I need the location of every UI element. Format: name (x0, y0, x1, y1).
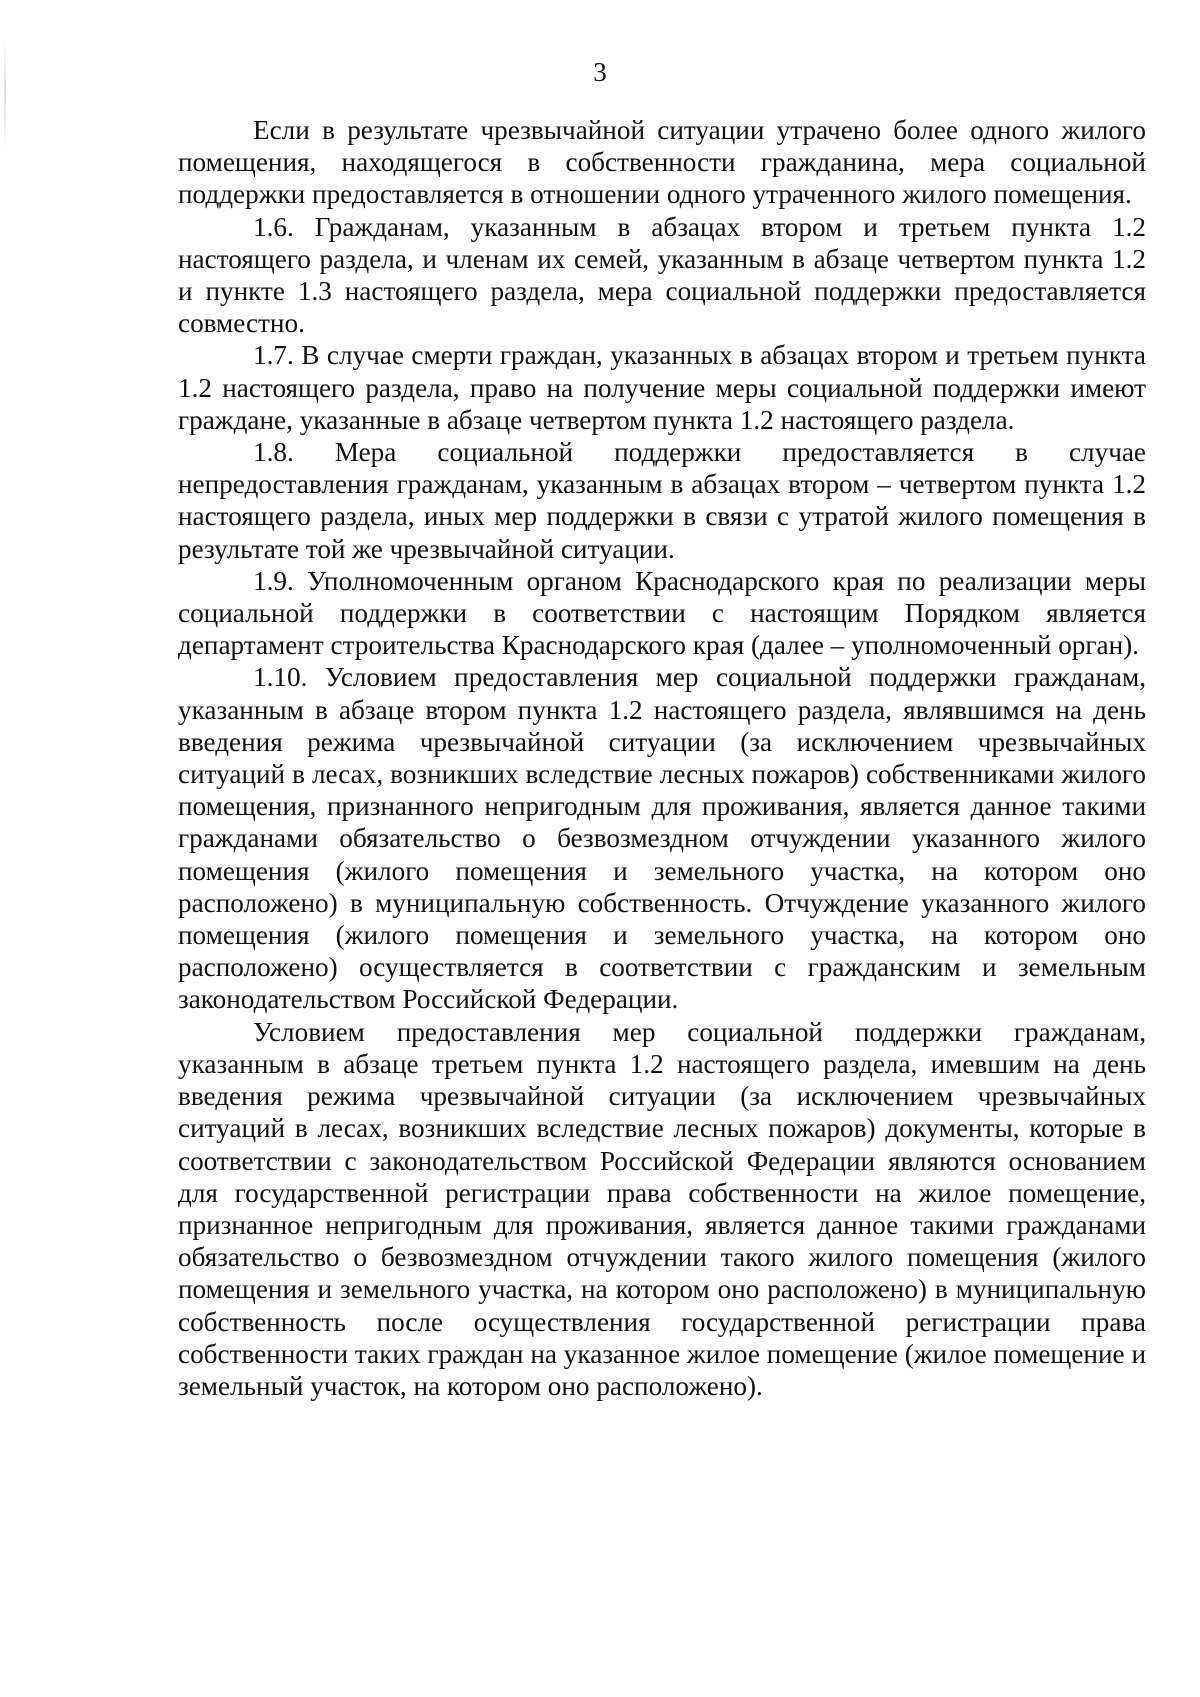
paragraph-1-10: 1.10. Условием предоставления мер социальной поддержки гражданам, указанным в абзаце втором пункта 1.2 настоящего раздела, являвшимся на день введения режима чрезвычайной ситуации (за исключением чрезвычайных ситуаций в лесах, возникших вследствие лесных пожаров) собственниками жилого помещения, признанного непригодным для проживания, является данное такими гражданами обязательство о безвозмездном отчуждении указанного жилого помещения (жилого помещения и земельного участка, на котором оно расположено) в муниципальную собственность. Отчуждение указанного жилого помещения (жилого помещения и земельного участка, на котором оно расположено) осуществляется в соответствии с гражданским и земельным законодательством Российской Федерации. (178, 662, 1146, 1015)
page-number: 3 (593, 57, 607, 87)
paragraph-1-10-condition-owners: Условием предоставления мер социальной поддержки гражданам, указанным в абзаце третьем пункта 1.2 настоящего раздела, имевшим на день введения режима чрезвычайной ситуации (за исключением чрезвычайных ситуаций в лесах, возникших вследствие лесных пожаров) документы, которые в соответствии с законодательством Российской Федерации являются основанием для государственной регистрации права собственности на жилое помещение, признанное непригодным для проживания, является данное такими гражданами обязательство о безвозмездном отчуждении такого жилого помещения (жилого помещения и земельного участка, на котором оно расположено) в муниципальную собственность после осуществления государственной регистрации права собственности таких граждан на указанное жилое помещение (жилое помещение и земельный участок, на котором оно расположено). (178, 1016, 1146, 1401)
paragraph-1-9: 1.9. Уполномоченным органом Краснодарского края по реализации меры социальной поддержки в соответствии с настоящим Порядком является департамент строительства Краснодарского края (далее – уполномоченный орган). (178, 565, 1146, 661)
paragraph-lost-dwellings: Если в результате чрезвычайной ситуации утрачено более одного жилого помещения, находящегося в собственности гражданина, мера социальной поддержки предоставляется в отношении одного утраченного жилого помещения. (178, 115, 1146, 210)
document-body (178, 114, 1146, 1402)
paragraph-1-8: 1.8. Мера социальной поддержки предоставляется в случае непредоставления гражданам, указанным в абзацах втором – четвертом пункта 1.2 настоящего раздела, иных мер поддержки в связи с утратой жилого помещения в результате той же чрезвычайной ситуации. (178, 437, 1146, 564)
paragraph-1-7: 1.7. В случае смерти граждан, указанных в абзацах втором и третьем пункта 1.2 настоящего раздела, право на получение меры социальной поддержки имеют граждане, указанные в абзаце четвертом пункта 1.2 настоящего раздела. (178, 340, 1146, 435)
paragraph-1-6: 1.6. Гражданам, указанным в абзацах втором и третьем пункта 1.2 настоящего раздела, и членам их семей, указанным в абзаце четвертом пункта 1.2 и пункте 1.3 настоящего раздела, мера социальной поддержки предоставляется совместно. (178, 211, 1146, 339)
